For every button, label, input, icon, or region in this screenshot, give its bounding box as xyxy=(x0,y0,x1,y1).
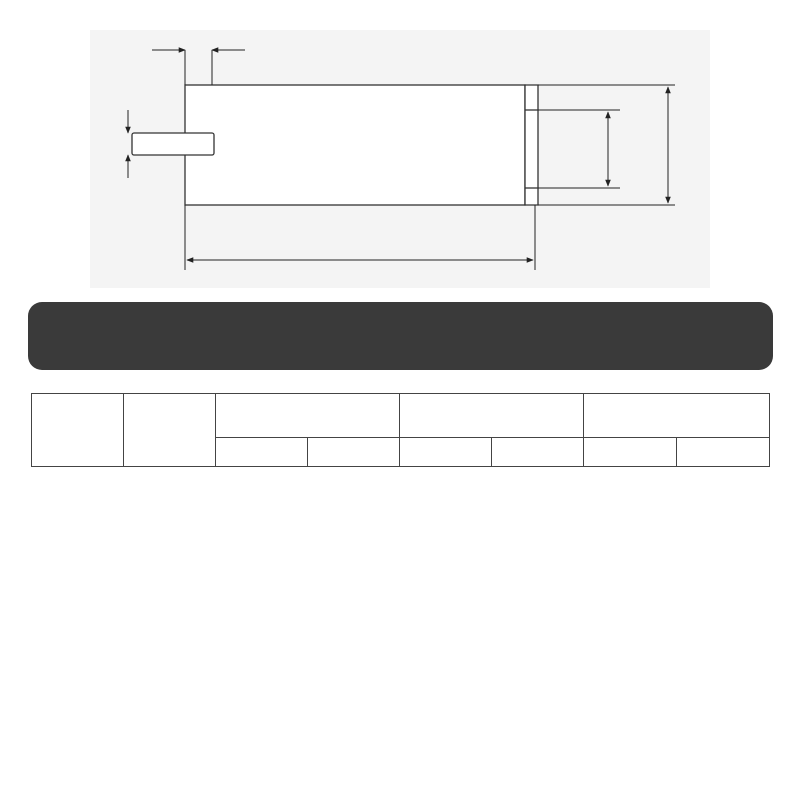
specification-banner xyxy=(28,302,773,370)
header-n xyxy=(400,394,584,438)
screw-point xyxy=(132,133,214,155)
screw-body xyxy=(185,85,525,205)
header-t xyxy=(584,394,770,438)
header-thread-pitch xyxy=(124,394,216,467)
header-nominal-diameter xyxy=(32,394,124,467)
specification-table xyxy=(31,393,770,467)
header-dp xyxy=(216,394,400,438)
header-dp-max xyxy=(216,438,308,467)
header-t-min xyxy=(677,438,770,467)
header-t-max xyxy=(584,438,677,467)
set-screw-drawing xyxy=(90,30,710,288)
table-header-row xyxy=(32,394,770,438)
set-screw-diagram xyxy=(90,30,710,288)
header-n-min xyxy=(492,438,584,467)
screw-end-flat xyxy=(525,85,538,205)
header-n-max xyxy=(400,438,492,467)
header-dp-min xyxy=(308,438,400,467)
